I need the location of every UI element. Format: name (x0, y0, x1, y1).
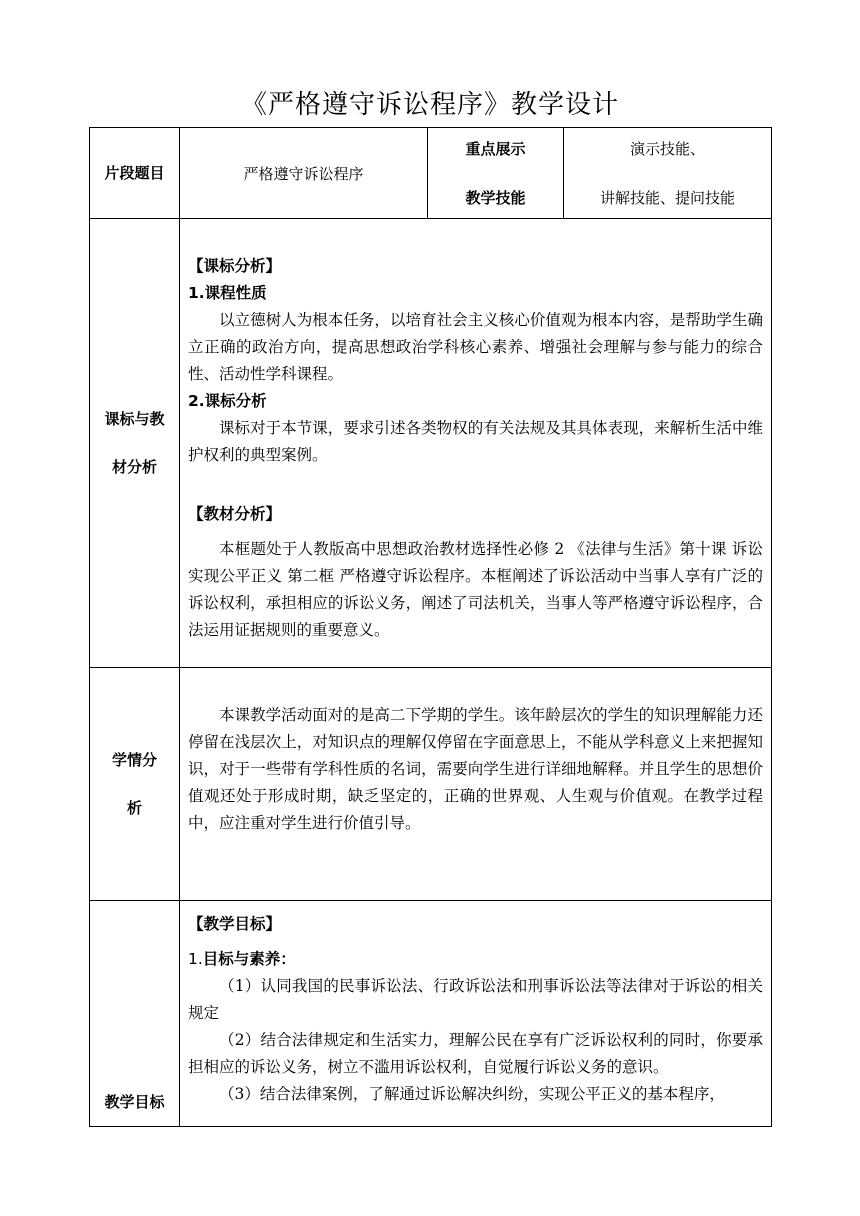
objective-item-1: （1）认同我国的民事诉讼法、行政诉讼法和刑事诉讼法等法律对于诉讼的相关规定 (188, 977, 763, 1022)
curriculum-textbook-row (90, 219, 772, 668)
course-nature-text: 以立德树人为根本任务，以培育社会主义核心价值观为根本内容，是帮助学生确立正确的政治方向，提高思想政治学科核心素养、增强社会理解与参与能力的综合性、活动性学科课程。 (188, 311, 763, 383)
teaching-objectives-row (90, 901, 772, 1127)
skill-value-line1: 演示技能、 (629, 140, 705, 158)
textbook-analysis-heading: 【教材分析】 (188, 505, 282, 523)
course-nature-heading: 1.课程性质 (188, 284, 267, 302)
header-row (90, 128, 772, 219)
standard-analysis-text: 课标对于本节课，要求引述各类物权的有关法规及其具体表现，来解析生活中维护权利的典型案例。 (188, 419, 763, 464)
student-analysis-row (90, 668, 772, 901)
objective-item-3: （3）结合法律案例，了解通过诉讼解决纠纷，实现公平正义的基本程序， (219, 1085, 725, 1103)
curriculum-analysis-heading: 【课标分析】 (188, 257, 282, 275)
skill-label-line2: 教学技能 (465, 189, 526, 207)
student-analysis-label: 学情分 析 (90, 668, 180, 901)
skill-value-cell (564, 128, 772, 219)
lesson-design-table (89, 127, 772, 1127)
skill-label-line1: 重点展示 (465, 140, 526, 158)
skill-label-cell (428, 128, 564, 219)
skill-value-line2: 讲解技能、提问技能 (599, 189, 735, 207)
goals-literacy-heading: 1.目标与素养： (188, 950, 296, 968)
teaching-objectives-label: 教学目标 (90, 901, 180, 1127)
objective-item-2: （2）结合法律规定和生活实力，理解公民在享有广泛诉讼权利的同时，你要承担相应的诉讼义务，树立不滥用诉讼权利，自觉履行诉讼义务的意识。 (188, 1031, 763, 1076)
student-analysis-text: 本课教学活动面对的是高二下学期的学生。该年龄层次的学生的知识理解能力还停留在浅层次上，对知识点的理解仅停留在字面意思上，不能从学科意义上来把握知识，对于一些带有学科性质的名词，需要向学生进行详细地解释。并且学生的思想价值观还处于形成时期，缺乏坚定的，正确的世界观、人生观与价值观。在教学过程中，应注重对学生进行价值引导。 (188, 706, 763, 832)
teaching-objectives-content (180, 901, 772, 1127)
textbook-analysis-text: 本框题处于人教版高中思想政治教材选择性必修 2 《法律与生活》第十课 诉讼实现公平正义 第二框 严格遵守诉讼程序。本框阐述了诉讼活动中当事人享有广泛的诉讼权利，承担相应的诉讼义务，阐述了司法机关，当事人等严格遵守诉讼程序，合法运用证据规则的重要意义。 (188, 540, 763, 639)
curriculum-textbook-label: 课标与教 材分析 (90, 219, 180, 668)
document-title: 《严格遵守诉讼程序》教学设计 (240, 90, 619, 120)
topic-value: 严格遵守诉讼程序 (180, 128, 428, 219)
topic-label: 片段题目 (90, 128, 180, 219)
standard-analysis-heading: 2.课标分析 (188, 392, 267, 410)
teaching-objectives-heading: 【教学目标】 (188, 915, 282, 933)
curriculum-textbook-content (180, 219, 772, 668)
student-analysis-content (180, 668, 772, 901)
